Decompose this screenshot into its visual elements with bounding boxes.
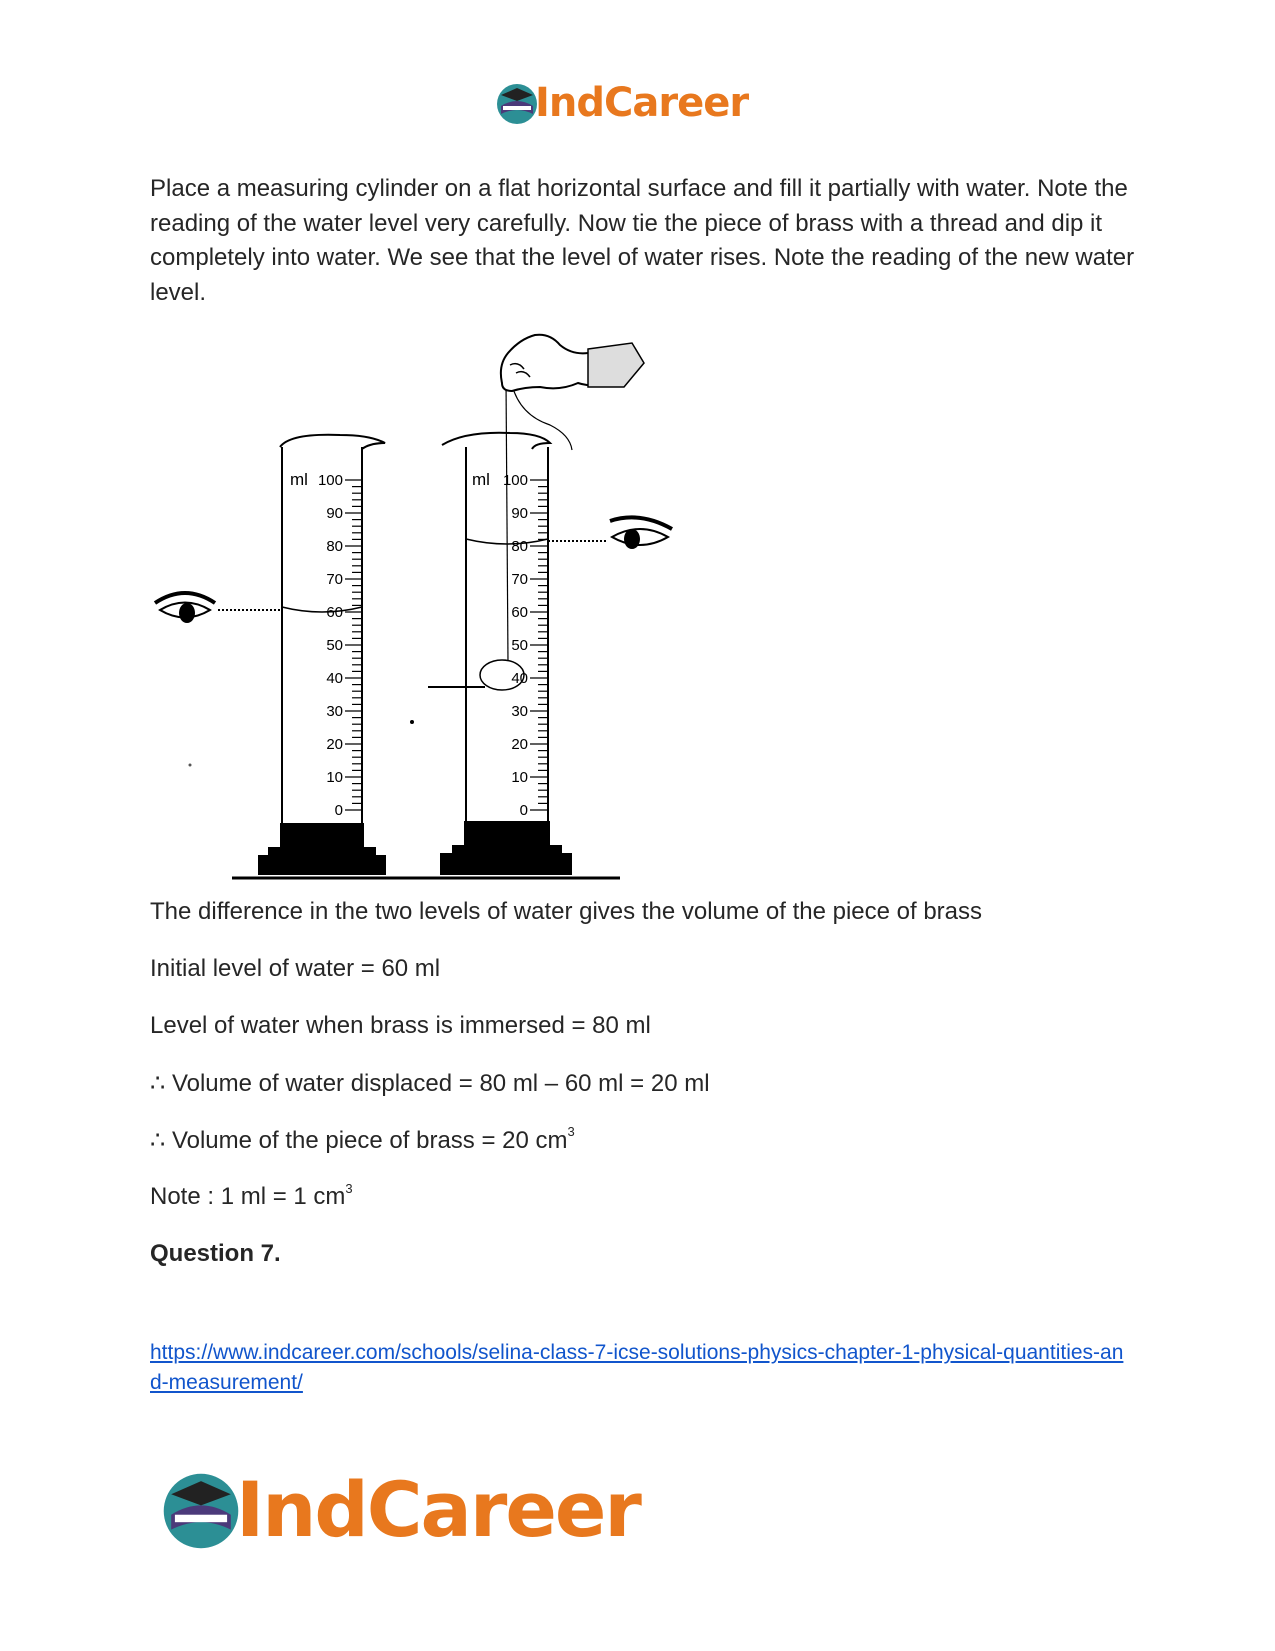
footer-logo-text: IndCareer: [236, 1465, 640, 1554]
brass-volume-value: ∴ Volume of the piece of brass = 20 cm: [150, 1127, 568, 1154]
difference-text: The difference in the two levels of water gives the volume of the piece of brass: [150, 898, 983, 925]
logo-mark-icon: [495, 82, 539, 126]
header-logo-text: IndCareer: [535, 80, 749, 126]
left-scale-label: 10: [326, 769, 343, 786]
right-unit-label: ml: [472, 470, 490, 489]
brass-volume-text: [150, 1126, 575, 1155]
left-scale-label: 100: [317, 472, 343, 489]
right-scale-label: 20: [511, 736, 528, 753]
left-scale-label: 20: [326, 736, 343, 753]
left-eye-icon: [155, 593, 280, 623]
right-scale-label: 50: [511, 637, 528, 654]
right-eye-icon: [548, 517, 672, 549]
initial-level-text: Initial level of water = 60 ml: [150, 955, 441, 982]
right-scale-label: 10: [511, 769, 528, 786]
intro-paragraph: Place a measuring cylinder on a flat horizontal surface and fill it partially with water. Note the reading of the water level very carefully. Now tie the piece of brass with a thread and dip it completely into water. We see that the level of water rises. Note the reading of the new water level.: [150, 175, 1135, 306]
right-scale-label: 0: [519, 802, 528, 819]
question-heading: Question 7.: [150, 1240, 281, 1267]
right-scale-label: 60: [511, 604, 528, 621]
left-scale-label: 50: [326, 637, 343, 654]
left-scale-label: 90: [326, 505, 343, 522]
left-scale-label: 0: [334, 802, 343, 819]
right-cylinder: [428, 380, 572, 875]
brass-volume-exponent: 3: [567, 1124, 575, 1139]
right-scale-label: 100: [502, 472, 528, 489]
note-exponent: 3: [345, 1181, 353, 1196]
note-value: Note : 1 ml = 1 cm: [150, 1183, 346, 1210]
left-scale-label: 80: [326, 538, 343, 555]
left-scale-ticks: [345, 480, 362, 810]
note-text: [150, 1183, 353, 1211]
right-scale-label: 40: [511, 670, 528, 687]
left-cylinder: [258, 435, 386, 875]
left-scale-label: 30: [326, 703, 343, 720]
displaced-volume-text: ∴ Volume of water displaced = 80 ml – 60 ml = 20 ml: [150, 1070, 710, 1097]
immersed-level-text: Level of water when brass is immersed = 80 ml: [150, 1012, 651, 1039]
right-scale-ticks: [530, 480, 548, 810]
left-scale-label: 70: [326, 571, 343, 588]
measuring-cylinder-figure: [140, 325, 700, 885]
right-scale-label: 90: [511, 505, 528, 522]
right-scale-label: 70: [511, 571, 528, 588]
left-unit-label: ml: [290, 470, 308, 489]
hand-icon: [501, 335, 644, 391]
source-link[interactable]: https://www.indcareer.com/schools/selina-class-7-icse-solutions-physics-chapter-1-physical-quantities-and-measurement/: [150, 1341, 1124, 1394]
left-scale-label: 40: [326, 670, 343, 687]
logo-mark-icon: [160, 1470, 242, 1552]
right-scale-label: 80: [511, 538, 528, 555]
right-scale-label: 30: [511, 703, 528, 720]
left-scale-label: 60: [326, 604, 343, 621]
